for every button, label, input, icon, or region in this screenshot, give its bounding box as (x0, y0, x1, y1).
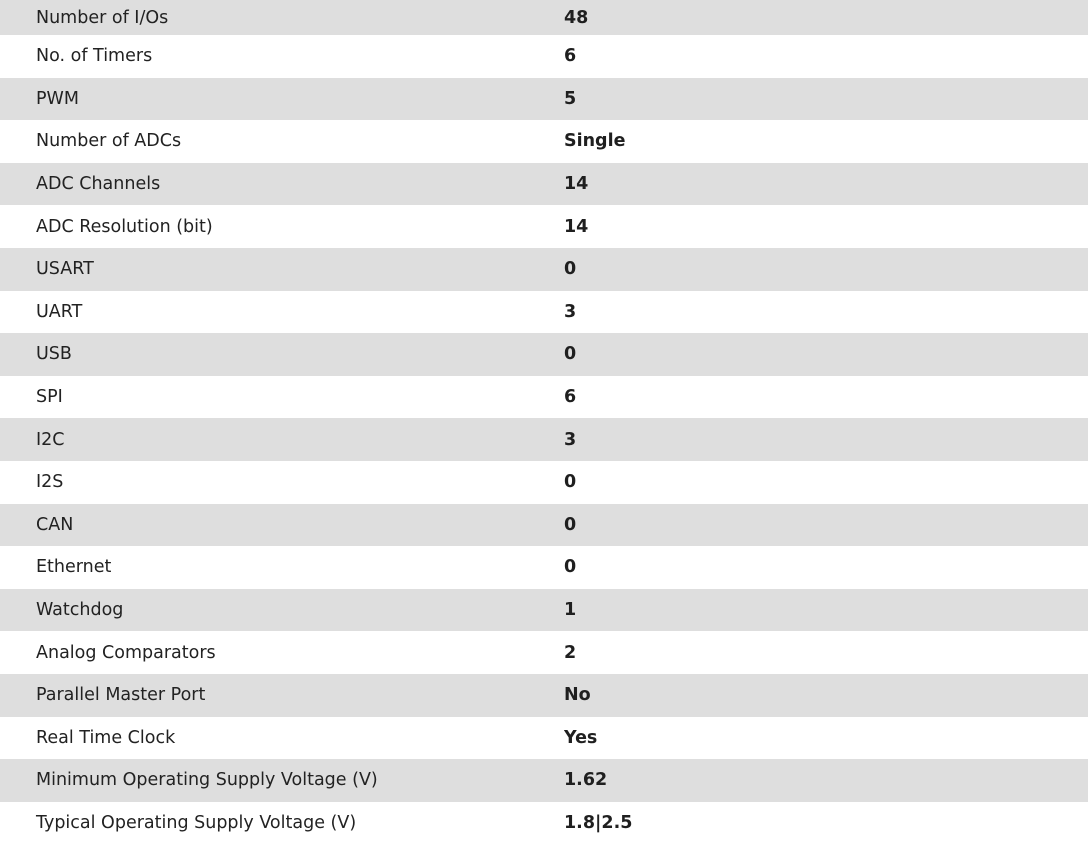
spec-label: Typical Operating Supply Voltage (V) (36, 812, 357, 833)
spec-row-ethernet (0, 546, 1088, 589)
spec-value: 0 (564, 259, 577, 280)
spec-value: 48 (564, 7, 589, 28)
spec-value: 0 (564, 514, 577, 535)
spec-row-adc-channels (0, 163, 1088, 206)
spec-label: Minimum Operating Supply Voltage (V) (36, 770, 378, 791)
spec-row-spi (0, 376, 1088, 419)
spec-value: Yes (564, 727, 598, 748)
spec-value: 1.62 (564, 770, 608, 791)
spec-value: 14 (564, 174, 589, 195)
spec-value: 14 (564, 216, 589, 237)
spec-label: Number of ADCs (36, 131, 182, 152)
spec-row-parallel-master-port (0, 674, 1088, 717)
spec-row-typical-supply-voltage (0, 802, 1088, 845)
spec-row-i2c (0, 418, 1088, 461)
spec-value: 6 (564, 46, 577, 67)
spec-label: SPI (36, 387, 63, 408)
spec-row-watchdog (0, 589, 1088, 632)
spec-label: ADC Resolution (bit) (36, 216, 213, 237)
spec-label: CAN (36, 514, 74, 535)
spec-value: 6 (564, 387, 577, 408)
spec-row-analog-comparators (0, 631, 1088, 674)
spec-row-real-time-clock (0, 717, 1088, 760)
spec-row-usb (0, 333, 1088, 376)
spec-value: 3 (564, 429, 577, 450)
spec-value: 5 (564, 88, 577, 109)
spec-value: Single (564, 131, 626, 152)
spec-label: ADC Channels (36, 174, 161, 195)
spec-label: Number of I/Os (36, 7, 169, 28)
spec-value: 1.8|2.5 (564, 812, 633, 833)
spec-value: 0 (564, 472, 577, 493)
spec-label: Parallel Master Port (36, 685, 206, 706)
spec-label: Real Time Clock (36, 727, 176, 748)
spec-label: Analog Comparators (36, 642, 216, 663)
spec-row-can (0, 504, 1088, 547)
spec-label: I2C (36, 429, 65, 450)
spec-row-pwm (0, 78, 1088, 121)
spec-value: 3 (564, 301, 577, 322)
spec-value: 1 (564, 600, 577, 621)
spec-label: Watchdog (36, 600, 124, 621)
spec-row-no-of-timers (0, 35, 1088, 78)
spec-label: Ethernet (36, 557, 112, 578)
spec-value: 0 (564, 344, 577, 365)
spec-row-number-of-adcs (0, 120, 1088, 163)
spec-label: USART (36, 259, 94, 280)
spec-row-min-supply-voltage (0, 759, 1088, 802)
spec-row-uart (0, 291, 1088, 334)
spec-row-usart (0, 248, 1088, 291)
spec-value: 0 (564, 557, 577, 578)
spec-row-number-of-ios (0, 0, 1088, 35)
spec-label: USB (36, 344, 72, 365)
spec-row-adc-resolution (0, 205, 1088, 248)
spec-row-i2s (0, 461, 1088, 504)
spec-label: PWM (36, 88, 79, 109)
spec-label: I2S (36, 472, 64, 493)
spec-label: No. of Timers (36, 46, 153, 67)
spec-label: UART (36, 301, 83, 322)
spec-value: No (564, 685, 591, 706)
spec-value: 2 (564, 642, 577, 663)
